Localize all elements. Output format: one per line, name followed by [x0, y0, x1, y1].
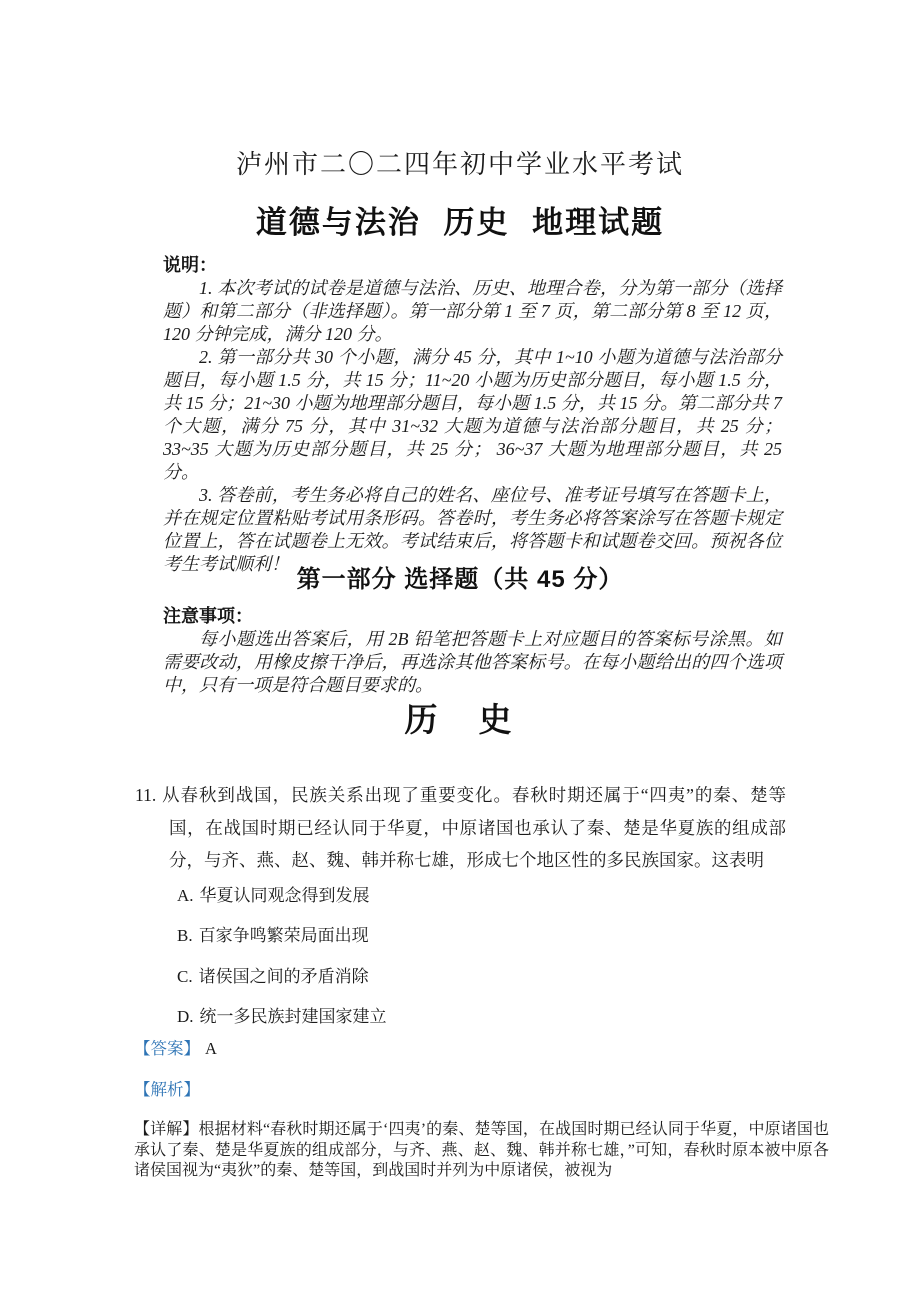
part1-section-header: 第一部分 选择题（共 45 分） [296, 566, 624, 593]
answer-row [134, 1039, 217, 1059]
option-c-text: 诸侯国之间的矛盾消除 [198, 966, 369, 986]
instruction-paragraph-3: 3. 答卷前，考生务必将自己的姓名、座位号、准考证号填写在答题卡上，并在规定位置粘贴考试用条形码。答卷时，考生务必将答案涂写在答题卡规定位置上，答在试题卷上无效。考试结束后，将答题卡和试题卷交回。预祝各位考生考试顺利！ [163, 485, 782, 574]
detail-explanation [134, 1120, 829, 1182]
question-11 [135, 779, 786, 1049]
question-text: 从春秋到战国，民族关系出现了重要变化。春秋时期还属于“四夷”的秦、楚等国，在战国时期已经认同于华夏，中原诸国也承认了秦、楚是华夏族的组成部分，与齐、燕、赵、魏、韩并称七雄，形成七个地区性的多民族国家。这表明 [161, 785, 786, 870]
instructions-section [163, 254, 782, 576]
option-a [177, 887, 786, 905]
option-d-text: 统一多民族封建国家建立 [199, 1007, 387, 1026]
exam-title: 泸州市二〇二四年初中学业水平考试 [235, 150, 684, 179]
exam-subtitle: 道德与法治 历史 地理试题 [255, 205, 665, 240]
notice-section [163, 605, 782, 697]
option-b-text: 百家争鸣繁荣局面出现 [198, 926, 369, 945]
analysis-row [134, 1080, 200, 1100]
analysis-label: 【解析】 [134, 1080, 200, 1099]
question-options [135, 887, 786, 1027]
detail-text: 根据材料“春秋时期还属于‘四夷’的秦、楚等国，在战国时期已经认同于华夏，中原诸国也承认了秦、楚是华夏族的组成部分，与齐、燕、赵、魏、韩并称七雄，”可知，春秋时原本被中原各诸侯国视为“夷狄”的秦、楚等国，到战国时并列为中原诸侯，被视为 [134, 1121, 829, 1180]
instruction-paragraph-1: 1. 本次考试的试卷是道德与法治、历史、地理合卷，分为第一部分（选择题）和第二部分（非选择题）。第一部分第 1 至 7 页，第二部分第 8 至 12 页，120 分钟完成，满分 120 分。 [163, 278, 782, 344]
history-section-header: 历 史 [404, 701, 516, 738]
question-number: 11. [135, 785, 157, 805]
option-d-label: D. [177, 1007, 194, 1026]
option-d [177, 1008, 786, 1026]
notice-text: 每小题选出答案后，用 2B 铅笔把答题卡上对应题目的答案标号涂黑。如需要改动，用橡皮擦干净后，再选涂其他答案标号。在每小题给出的四个选项中，只有一项是符合题目要求的。 [163, 629, 782, 695]
option-b-label: B. [177, 926, 193, 945]
detail-label: 【详解】 [134, 1121, 199, 1138]
answer-value: A [205, 1039, 217, 1058]
instructions-label: 说明： [163, 255, 217, 275]
option-c-label: C. [177, 966, 193, 986]
question-stem [135, 779, 786, 877]
option-a-label: A. [177, 885, 194, 905]
instruction-paragraph-2: 2. 第一部分共 30 个小题，满分 45 分，其中 1~10 小题为道德与法治部分题目，每小题 1.5 分，共 15 分；11~20 小题为历史部分题目，每小题 1.5 分，共 15 分；21~30 小题为地理部分题目，每小题 1.5 分，共 15 分。第二部分共 7 个大题，满分 75 分，其中 31~32 大题为道德与法治部分题目，共 25 分； 33~35 大题为历史部分题目，共 25 分； 36~37 大题为地理部分题目，共 25 分。 [163, 347, 782, 482]
answer-label: 【答案】 [134, 1039, 200, 1058]
option-b [177, 927, 786, 945]
notice-label: 注意事项： [163, 606, 253, 626]
option-c [177, 968, 786, 986]
option-a-text: 华夏认同观念得到发展 [199, 885, 370, 905]
